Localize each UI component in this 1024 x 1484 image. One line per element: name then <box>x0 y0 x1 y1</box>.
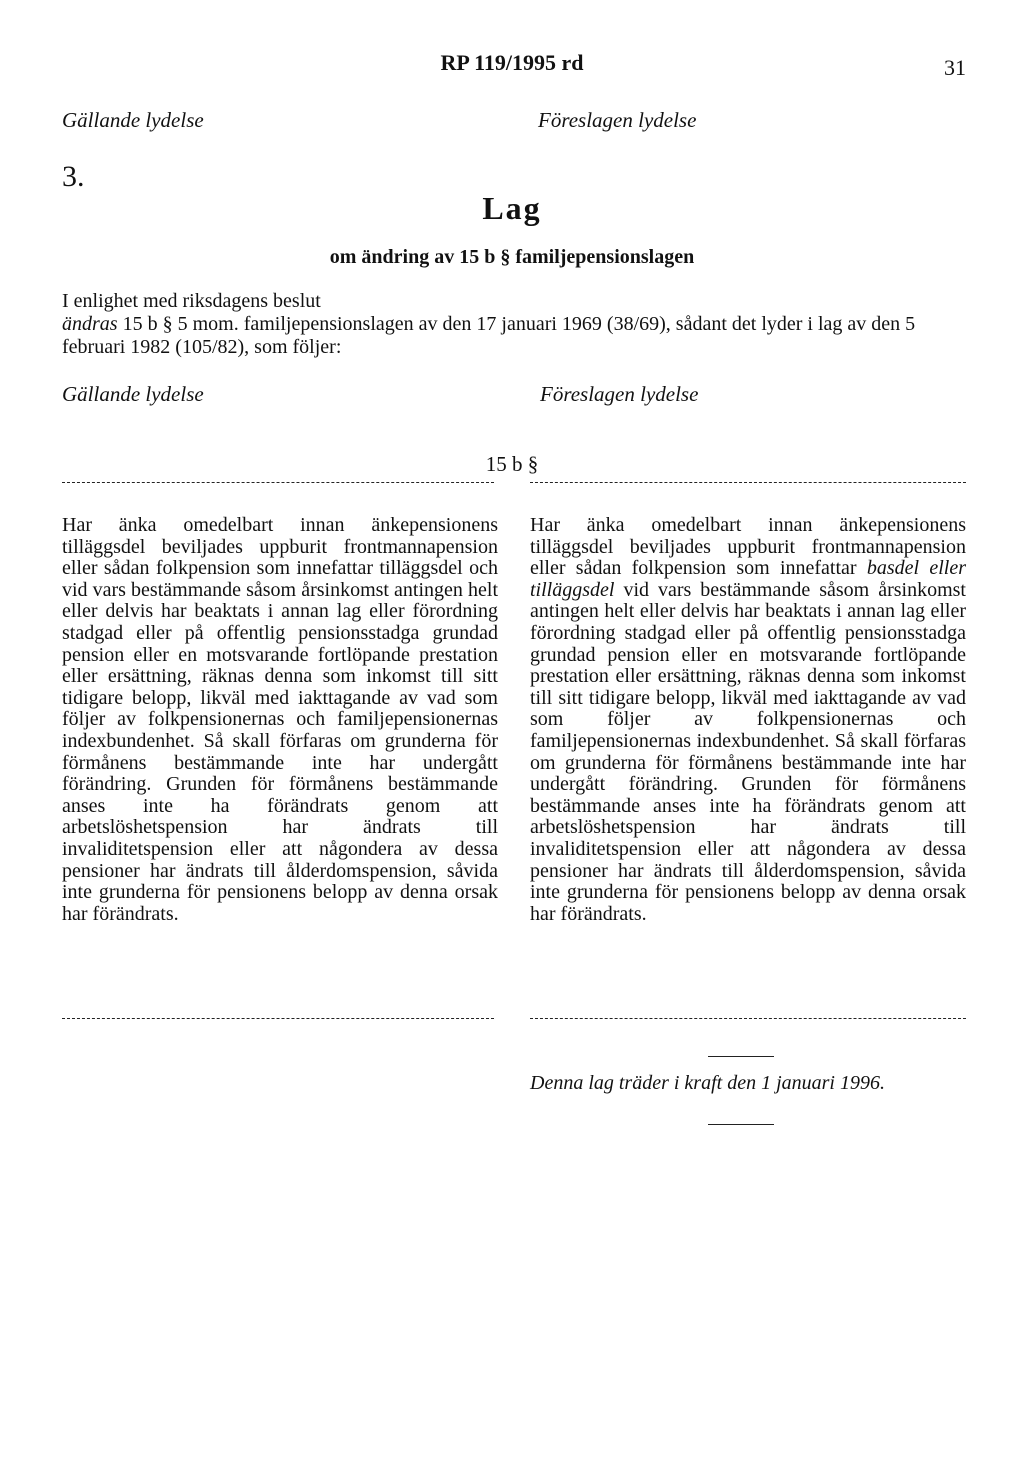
intro-line-1: I enlighet med riksdagens beslut <box>62 290 321 312</box>
omission-dashes-right-bottom <box>530 1018 966 1019</box>
intro-line-2 <box>62 313 962 359</box>
intro-text <box>62 290 962 359</box>
law-title: Lag <box>482 190 542 226</box>
left-column-heading-top: Gällande lydelse <box>62 108 204 132</box>
left-column-body: Har änka omedelbart innan änkepensionens tilläggsdel beviljades uppburit frontmannapension eller sådan folkpension som innefattar tilläggsdel och vid vars bestämmande såsom årsinkomst antingen helt eller delvis har beaktats i annan lag eller förordning stadgad eller på offentlig pensionsstadga grundad pension eller en motsvarande fortlöpande prestation eller ersättning, räknas denna som inkomst till sitt tidigare belopp, likväl med iakttagande av vad som följer av folkpensionernas och familjepensionernas indexbundenhet. Så skall förfaras om grunderna för förmånens bestämmande inte har undergått förändring. Grunden för förmånens bestämmande anses inte ha förändrats genom att arbetslöshetspension har ändrats till invaliditetspension eller att någondera av dessa pensioner har ändrats till ålderdomspension, såvida inte grunderna för pensionens belopp av denna orsak har förändrats. <box>62 514 498 925</box>
omission-dashes-left-bottom <box>62 1018 494 1019</box>
right-text-before: Har änka omedelbart innan änkepensionens tilläggsdel beviljades uppburit frontmannapension eller sådan folkpension som innefattar <box>530 514 966 580</box>
right-column-heading-top: Föreslagen lydelse <box>538 108 697 132</box>
section-number: 3. <box>62 160 85 193</box>
right-text-italic: basdel eller tilläggsdel <box>530 557 966 601</box>
intro-line-2-rest: 15 b § 5 mom. familjepensionslagen av den 17 januari 1969 (38/69), sådant det lyder i lag av den 5 februari 1982 (105/82), som följer: <box>62 313 916 358</box>
document-header-title: RP 119/1995 rd <box>440 50 584 75</box>
divider-rule-bottom <box>708 1124 774 1125</box>
page-number: 31 <box>944 55 966 80</box>
intro-italic-word: ändras <box>62 313 118 335</box>
omission-dashes-right-top <box>530 482 966 483</box>
left-column-heading: Gällande lydelse <box>62 382 204 406</box>
right-text-after: vid vars bestämmande såsom årsinkomst antingen helt eller delvis har beaktats i annan lag eller förordning stadgad eller på offentlig pensionsstadga grundad pension eller en motsvarande fortlöpande prestation eller ersättning, räknas denna som inkomst till sitt tidigare belopp, likväl med iakttagande av vad som följer av folkpensionernas och familjepensionernas indexbundenhet. Så skall förfaras om grunderna för förmånens bestämmande inte har undergått förändring. Grunden för förmånens bestämmande anses inte ha förändrats genom att arbetslöshetspension har ändrats till invaliditetspension eller att någondera av dessa pensioner har ändrats till ålderdomspension, såvida inte grunderna för pensionens belopp av denna orsak har förändrats. <box>530 578 966 925</box>
divider-rule-top <box>708 1056 774 1057</box>
law-subtitle: om ändring av 15 b § familjepensionslagen <box>329 246 695 268</box>
entry-into-force-note: Denna lag träder i kraft den 1 januari 1996. <box>530 1072 885 1094</box>
paragraph-mark: 15 b § <box>485 452 539 476</box>
omission-dashes-left-top <box>62 482 494 483</box>
right-column-body <box>530 515 966 925</box>
right-column-heading: Föreslagen lydelse <box>540 382 699 406</box>
